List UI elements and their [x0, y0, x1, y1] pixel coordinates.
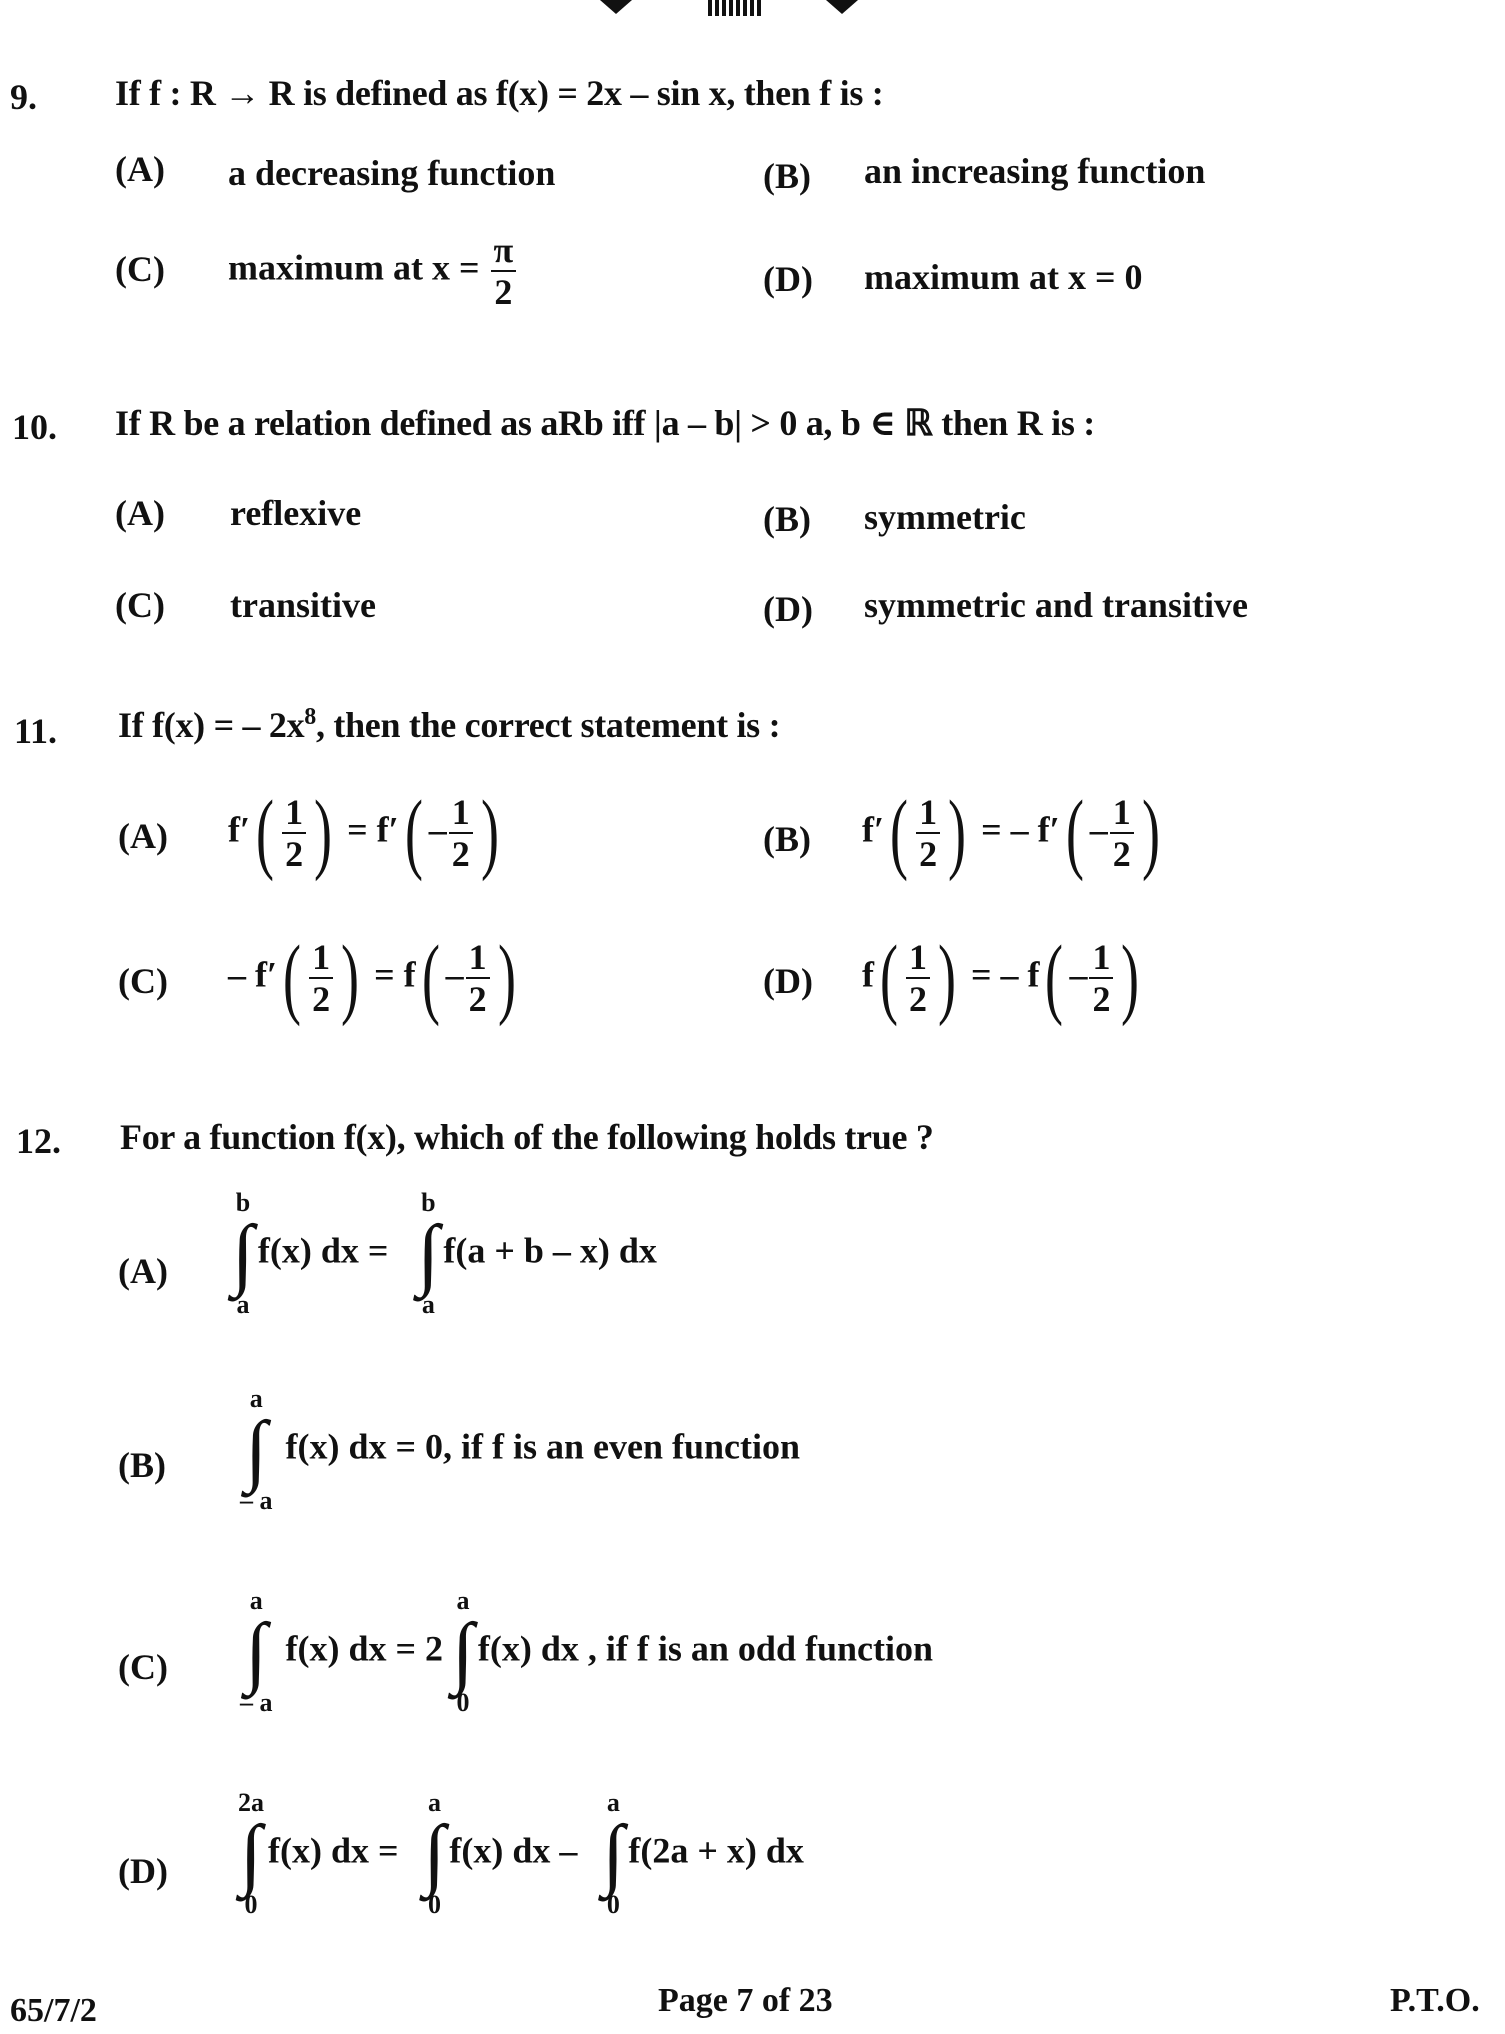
question-number: 12. [16, 1121, 61, 1161]
math-part: 1 [449, 794, 473, 834]
math-part: 2 [908, 979, 927, 1019]
parenthesis: ( [404, 783, 423, 882]
fraction [1110, 794, 1134, 872]
math-part: a [427, 1788, 441, 1817]
option-label: (B) [118, 1445, 166, 1485]
math-part: a [249, 1586, 263, 1615]
math-part: ∫ [602, 1810, 625, 1898]
option-expression: f′( $\frac{1}{2}$ ) = f′( – $\frac{1}{2}$ ) [228, 783, 499, 882]
option-label: (A) [115, 493, 165, 533]
question-number: 10. [12, 407, 57, 447]
registration-mark-left [600, 0, 632, 14]
math-part: 2 [494, 272, 513, 312]
integral-sign [424, 1790, 446, 1918]
paper-code: 65/7/2 [10, 1992, 97, 2029]
option-label: (D) [763, 259, 813, 299]
question-stem: If f : R → R is defined as f(x) = 2x – sin x, then f is : [115, 73, 884, 113]
option-expression: a ∫ – a f(x) dx = 0, if f is an even function [240, 1384, 801, 1515]
option-label: (A) [118, 816, 168, 856]
math-part: 0 [427, 1890, 441, 1919]
option-label: (C) [118, 961, 168, 1001]
fraction [449, 794, 473, 872]
fraction [309, 939, 333, 1017]
parenthesis: ( [283, 928, 302, 1027]
option-expression: b ∫ a f(x) dx = b ∫ a f(a + b – x) dx [232, 1188, 657, 1319]
option-label: (B) [763, 819, 811, 859]
question-stem: If f(x) = – $2x^8$, then the correct statement is : [118, 704, 781, 745]
math-part: 1 [1089, 939, 1113, 979]
integral-sign [238, 1790, 264, 1918]
parenthesis: ) [314, 783, 333, 882]
option-expression: f( $\frac{1}{2}$ ) = – f( – $\frac{1}{2}$ ) [862, 928, 1140, 1027]
integral-sign [452, 1588, 474, 1716]
integral-sign [240, 1386, 273, 1514]
math-part: 2 [919, 834, 938, 874]
fraction [906, 939, 930, 1017]
parenthesis: ( [1045, 928, 1064, 1027]
parenthesis: ) [1121, 928, 1140, 1027]
option-expression: – f′( $\frac{1}{2}$ ) = f( – $\frac{1}{2}$ ) [228, 928, 516, 1027]
option-text: reflexive [230, 493, 362, 533]
math-part: 1 [309, 939, 333, 979]
question-number: 9. [10, 77, 37, 117]
math-part: – a [240, 1688, 273, 1717]
option-label: (A) [118, 1251, 168, 1291]
math-part: a [249, 1384, 263, 1413]
option-label: (C) [118, 1647, 168, 1687]
integral-sign [240, 1588, 273, 1716]
option-expression: f′( $\frac{1}{2}$ ) = – f′( – $\frac{1}{2}$ ) [862, 783, 1160, 882]
math-part: 2 [451, 834, 470, 874]
option-text: maximum at x = $\frac{\pi}{2}$ [228, 232, 518, 310]
parenthesis: ) [341, 928, 360, 1027]
option-text: a decreasing function [228, 153, 556, 193]
option-label: (D) [763, 589, 813, 629]
math-part: 2 [312, 979, 331, 1019]
parenthesis: ) [480, 783, 499, 882]
parenthesis: ) [948, 783, 967, 882]
registration-mark-right [826, 0, 858, 14]
option-label: (B) [763, 156, 811, 196]
parenthesis: ) [497, 928, 516, 1027]
math-part: a [236, 1290, 250, 1319]
math-part: 0 [456, 1688, 470, 1717]
option-text: symmetric [864, 497, 1026, 537]
math-part: 2a [238, 1788, 264, 1817]
option-text: maximum at x = 0 [864, 257, 1143, 297]
fraction [916, 794, 940, 872]
math-part: 0 [606, 1890, 620, 1919]
fraction [1089, 939, 1113, 1017]
math-part: ∫ [245, 1406, 268, 1494]
option-label: (D) [118, 1851, 168, 1891]
fraction [491, 232, 517, 310]
pto-label: P.T.O. [1390, 1982, 1480, 2019]
math-part: 1 [1110, 794, 1134, 834]
parenthesis: ( [1065, 783, 1084, 882]
parenthesis: ) [937, 928, 956, 1027]
math-part: ∫ [423, 1810, 446, 1898]
option-expression: 2a ∫ 0 f(x) dx = a ∫ 0 f(x) dx – a ∫ 0 f(2a + x) dx [238, 1788, 804, 1919]
parenthesis: ( [879, 928, 898, 1027]
question-stem: For a function f(x), which of the following holds true ? [120, 1117, 934, 1157]
qr-code [708, 0, 764, 16]
integral-sign [232, 1190, 254, 1318]
math-part: – a [240, 1486, 273, 1515]
fraction [466, 939, 490, 1017]
math-part: a [606, 1788, 620, 1817]
question-number: 11. [14, 711, 58, 751]
math-part: a [456, 1586, 470, 1615]
option-text: transitive [230, 585, 376, 625]
option-text: an increasing function [864, 151, 1206, 191]
option-expression: a ∫ – a f(x) dx = 2 a ∫ 0 f(x) dx , if f is an odd function [240, 1586, 933, 1717]
math-part: 2 [1112, 834, 1131, 874]
math-part: π [491, 232, 517, 272]
option-label: (D) [763, 961, 813, 1001]
math-part: ∫ [240, 1810, 262, 1898]
option-label: (B) [763, 499, 811, 539]
fraction [282, 794, 306, 872]
parenthesis: ( [256, 783, 275, 882]
parenthesis: ( [421, 928, 440, 1027]
math-part: 2 [285, 834, 304, 874]
math-part: 1 [466, 939, 490, 979]
math-part: 0 [244, 1890, 258, 1919]
parenthesis: ( [890, 783, 909, 882]
option-text: symmetric and transitive [864, 585, 1248, 625]
math-part: ∫ [417, 1210, 440, 1298]
math-part: a [421, 1290, 435, 1319]
math-part: 1 [282, 794, 306, 834]
option-label: (A) [115, 149, 165, 189]
math-part: ∫ [245, 1608, 268, 1696]
integral-sign [602, 1790, 624, 1918]
math-part: 1 [906, 939, 930, 979]
parenthesis: ) [1141, 783, 1160, 882]
question-stem: If R be a relation defined as aRb iff |a – b| > 0 a, b ∈ ℝ then R is : [115, 403, 1095, 443]
math-part: 2 [468, 979, 487, 1019]
math-part: 1 [916, 794, 940, 834]
math-part: 2 [1092, 979, 1111, 1019]
math-part: ∫ [452, 1608, 474, 1696]
math-part: b [235, 1188, 251, 1217]
integral-sign [417, 1190, 439, 1318]
math-part: ∫ [232, 1210, 254, 1298]
option-label: (C) [115, 249, 165, 289]
option-label: (C) [115, 585, 165, 625]
math-part: b [421, 1188, 436, 1217]
page-number: Page 7 of 23 [658, 1982, 833, 2019]
